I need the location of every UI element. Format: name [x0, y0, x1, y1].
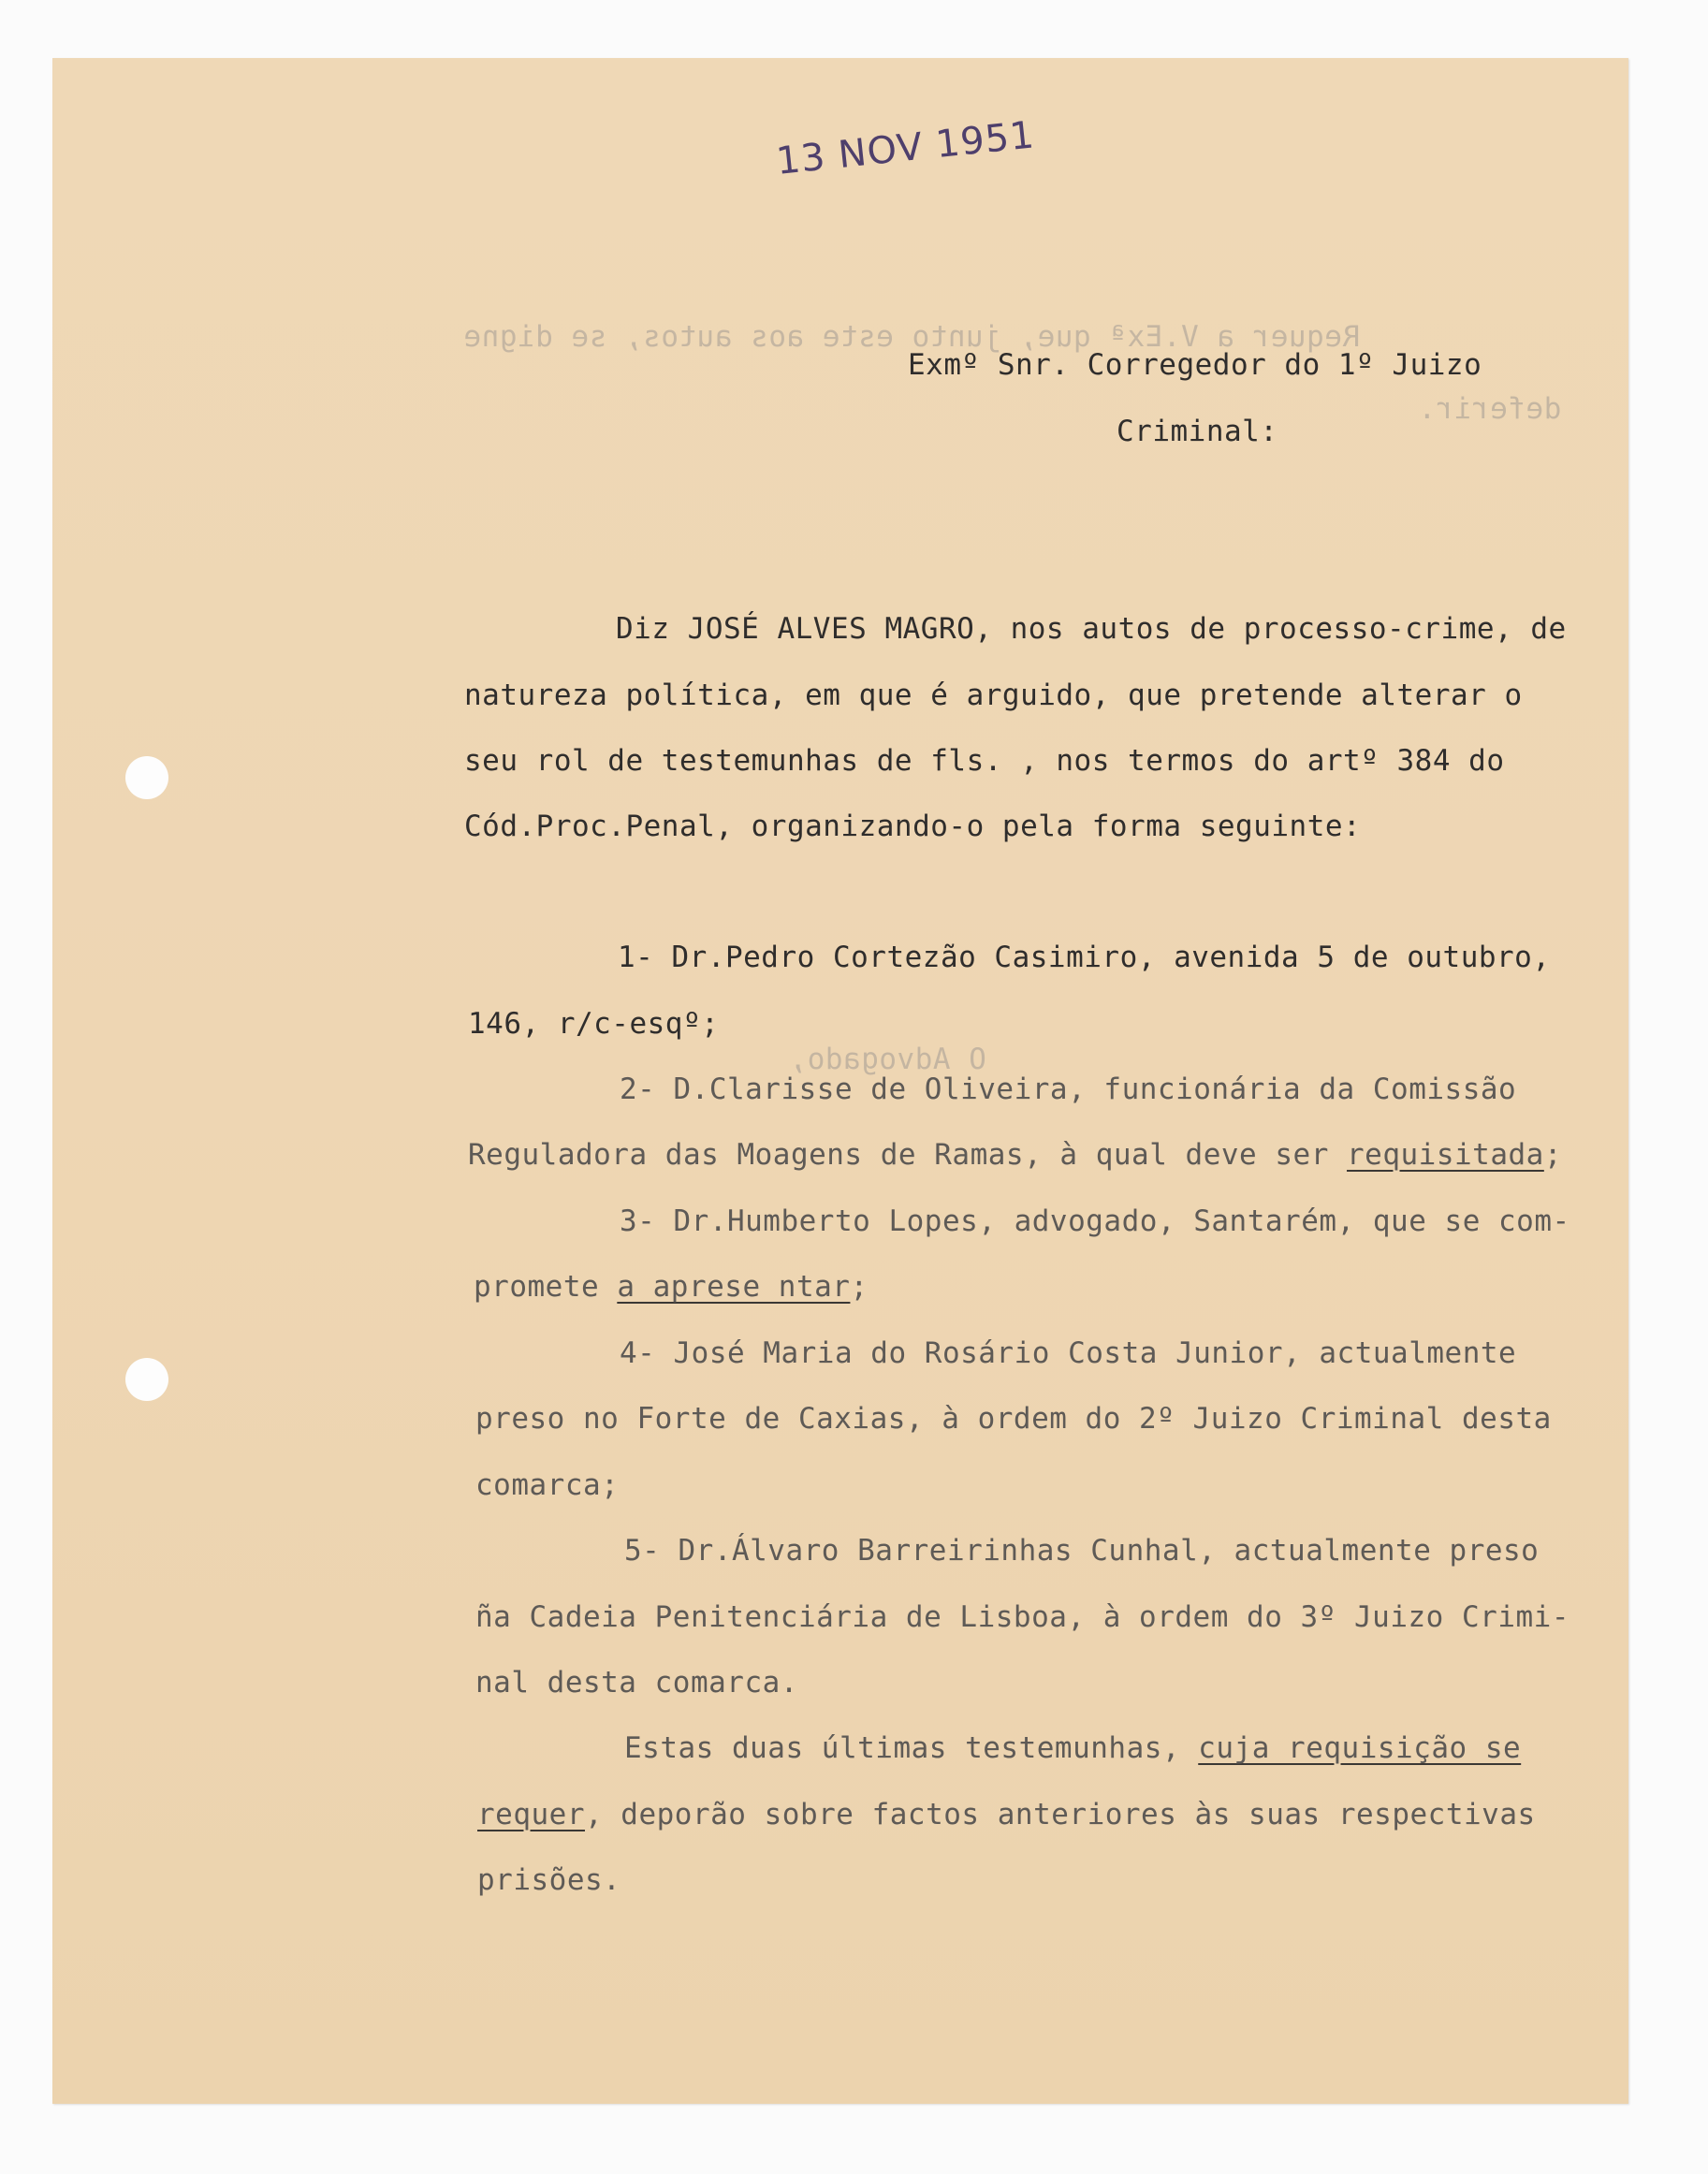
witness-3-line-1: 3- Dr.Humberto Lopes, advogado, Santarém, que se com-: [620, 1204, 1570, 1238]
closing-line-1: [624, 1731, 1521, 1765]
intro-line-2: natureza política, em que é arguido, que pretende alterar o: [464, 678, 1523, 712]
underlined-cuja-requisicao: cuja requisição se: [1198, 1731, 1522, 1765]
address-line-1: Exmº Snr. Corregedor do 1º Juizo: [908, 348, 1482, 382]
bleed-through-line-3: O Advogado,: [789, 1043, 986, 1076]
closing-line-2: [477, 1798, 1536, 1831]
witness-4-line-3: comarca;: [475, 1468, 620, 1502]
underlined-apresentar: a aprese ntar: [617, 1270, 851, 1304]
intro-line-3: seu rol de testemunhas de fls. , nos termos do artº 384 do: [464, 744, 1505, 778]
witness-3-text: promete: [474, 1270, 618, 1304]
witness-2-text: Reguladora das Moagens de Ramas, à qual deve ser: [468, 1138, 1348, 1172]
bleed-through-line-1: Requer a V.Exª que, junto este aos autos, se digne: [463, 320, 1361, 354]
intro-line-4: Cód.Proc.Penal, organizando-o pela forma seguinte:: [464, 810, 1362, 843]
closing-text-1: Estas duas últimas testemunhas,: [624, 1731, 1199, 1765]
closing-text-2: , deporão sobre factos anteriores às suas respectivas: [584, 1798, 1536, 1831]
witness-3-end: ;: [850, 1270, 869, 1304]
witness-1-line-2: 146, r/c-esqº;: [468, 1007, 720, 1041]
intro-line-1: Diz JOSÉ ALVES MAGRO, nos autos de processo-crime, de: [616, 612, 1567, 646]
witness-1-line-1: 1- Dr.Pedro Cortezão Casimiro, avenida 5 de outubro,: [618, 941, 1551, 974]
punch-hole-bottom: [125, 1358, 168, 1401]
witness-2-line-1: 2- D.Clarisse de Oliveira, funcionária da Comissão: [620, 1072, 1517, 1106]
closing-line-3: prisões.: [477, 1863, 621, 1897]
witness-5-line-1: 5- Dr.Álvaro Barreirinhas Cunhal, actualmente preso: [624, 1534, 1540, 1568]
witness-3-line-2: [474, 1270, 869, 1304]
witness-2-end: ;: [1543, 1138, 1562, 1172]
witness-4-line-1: 4- José Maria do Rosário Costa Junior, actualmente: [620, 1336, 1517, 1370]
bleed-through-line-2: deferir.: [1418, 392, 1562, 426]
date-stamp: 13 NOV 1951: [774, 113, 1037, 183]
witness-5-line-2: ña Cadeia Penitenciária de Lisboa, à ordem do 3º Juizo Crimi-: [475, 1600, 1569, 1634]
underlined-requer: requer: [477, 1798, 585, 1831]
witness-2-line-2: [468, 1138, 1562, 1172]
witness-5-line-3: nal desta comarca.: [475, 1666, 798, 1700]
underlined-requisitada: requisitada: [1347, 1138, 1544, 1172]
witness-4-line-2: preso no Forte de Caxias, à ordem do 2º Juizo Criminal desta: [475, 1402, 1552, 1436]
punch-hole-top: [125, 756, 168, 799]
address-line-2: Criminal:: [1117, 415, 1278, 448]
